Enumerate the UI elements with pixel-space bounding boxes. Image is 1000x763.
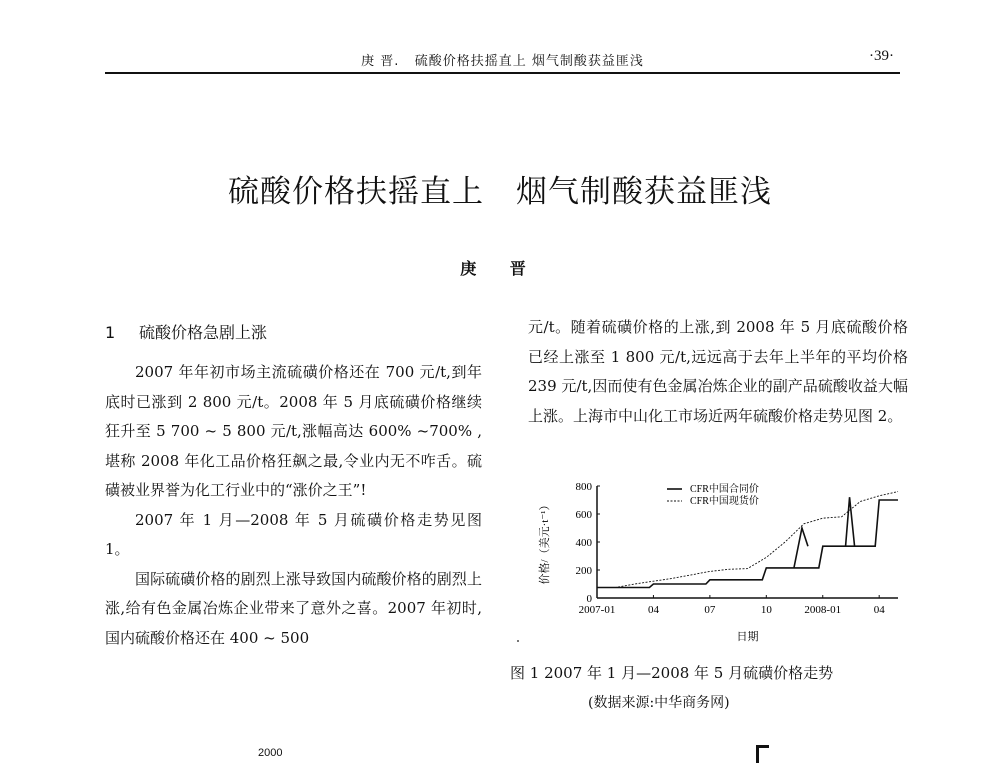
running-header-article-title: 硫酸价格扶摇直上 烟气制酸获益匪浅 (414, 54, 644, 69)
x-tick-label: 2007-01 (578, 604, 616, 616)
line-chart (530, 476, 910, 651)
paragraph-continuation: 元/t。随着硫磺价格的上涨,到 2008 年 5 月底硫酸价格已经上涨至 1 800 元/t,远远高于去年上半年的平均价格 239 元/t,因而使有色金属冶炼企业的副产品硫酸收益大幅上涨。上海市中山化工市场近两年硫酸价格走势见图 2。 (528, 318, 908, 425)
series-line-0 (597, 500, 898, 588)
legend-label: CFR中国现货价 (690, 496, 759, 507)
contract-spike-2 (846, 497, 855, 546)
y-tick-label: 200 (575, 565, 592, 577)
x-tick-label: 04 (873, 604, 885, 616)
paragraph: 国际硫磺价格的剧烈上涨导致国内硫酸价格的剧烈上涨,给有色金属冶炼企业带来了意外之喜。2007 年初时,国内硫酸价格还在 400 ~ 500 (105, 569, 482, 647)
running-header-author: 庚 晋. (361, 54, 400, 69)
running-header-title (105, 50, 900, 69)
x-tick-label: 10 (760, 604, 772, 616)
paragraph: 2007 年 1 月—2008 年 5 月硫磺价格走势见图 1。 (105, 510, 482, 558)
y-tick-label: 400 (575, 537, 592, 549)
header-rule (105, 72, 900, 74)
x-tick-label: 04 (647, 604, 659, 616)
y-tick-label: 800 (575, 481, 592, 493)
contract-spike-1 (794, 528, 808, 568)
article-author: 庚 晋 (460, 259, 540, 278)
next-figure-y-label: 2000 (258, 747, 283, 759)
next-figure-frame-corner (756, 745, 769, 763)
section-title: 硫酸价格急剧上涨 (139, 323, 268, 342)
y-axis-label: 价格/（美元·t⁻¹） (539, 499, 551, 585)
x-tick-label: 2008-01 (804, 604, 842, 616)
article-title: 硫酸价格扶摇直上 烟气制酸获益匪浅 (228, 174, 772, 210)
section-number: 1 (105, 323, 116, 342)
x-axis-label: 日期 (736, 631, 759, 643)
running-header (105, 44, 900, 74)
y-tick-label: 0 (586, 593, 592, 605)
y-tick-label: 600 (575, 509, 592, 521)
paragraph: 2007 年年初市场主流硫磺价格还在 700 元/t,到年底时已涨到 2 800 元/t。2008 年 5 月底硫磺价格继续狂升至 5 700 ~ 5 800 元/t,涨幅高达 600% ~700% ,堪称 2008 年化工品价格狂飙之最,令业内无不咋舌。硫磺被业界誉为化工行业中的“涨价之王”! (105, 363, 482, 499)
figure-source: (数据来源:中华商务网) (588, 695, 730, 711)
figure-caption-text: 图 1 2007 年 1 月—2008 年 5 月硫磺价格走势 (510, 664, 834, 682)
figure-1-chart (530, 476, 910, 651)
scan-speck (517, 640, 519, 642)
right-column (528, 313, 908, 431)
figure-caption (510, 662, 910, 683)
x-tick-label: 07 (704, 604, 716, 616)
section-heading (105, 320, 267, 343)
left-column (105, 358, 482, 653)
legend-label: CFR中国合同价 (690, 484, 759, 495)
page-number: ·39· (869, 48, 894, 64)
